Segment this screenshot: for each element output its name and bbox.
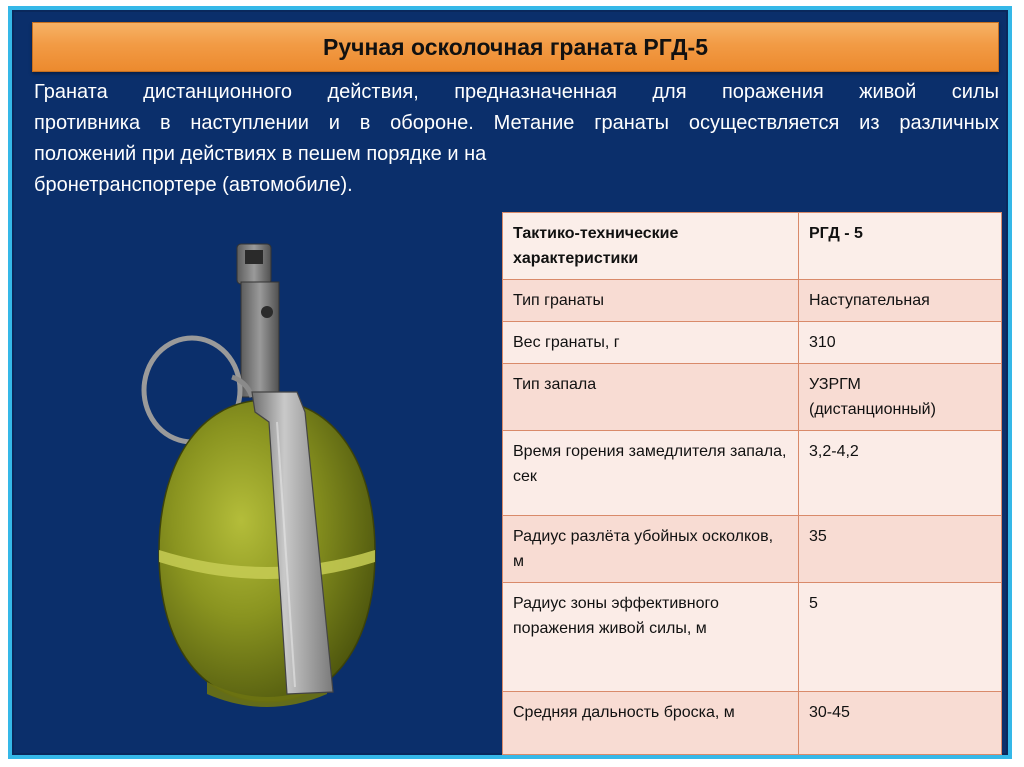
table-cell: 310 xyxy=(799,322,1002,364)
table-cell: 5 xyxy=(799,583,1002,692)
grenade-body xyxy=(159,400,375,702)
table-row xyxy=(503,431,1002,516)
table-cell: Время горения замедлителя запала, сек xyxy=(503,431,799,516)
header-cell: Тактико-технические характеристики xyxy=(503,213,799,280)
intro-paragraph xyxy=(34,77,999,201)
table-row xyxy=(503,516,1002,583)
table-row xyxy=(503,322,1002,364)
table-row xyxy=(503,583,1002,692)
table-cell: 3,2-4,2 xyxy=(799,431,1002,516)
table-cell: Средняя дальность броска, м xyxy=(503,692,799,755)
table-cell: Наступательная xyxy=(799,280,1002,322)
table-cell: 30-45 xyxy=(799,692,1002,755)
table-row xyxy=(503,280,1002,322)
intro-line: положений при действиях в пешем порядке и на xyxy=(34,143,487,165)
table-cell: Тип запала xyxy=(503,364,799,431)
table-cell: Вес гранаты, г xyxy=(503,322,799,364)
table-header-row xyxy=(503,213,1002,280)
intro-line: противника в наступлении и в обороне. Метание гранаты осуществляется из различных xyxy=(34,112,999,134)
table-cell: 35 xyxy=(799,516,1002,583)
title-bar xyxy=(32,22,999,72)
intro-line: бронетранспортере (автомобиле). xyxy=(34,174,353,196)
intro-line: Граната дистанционного действия, предназначенная для поражения живой силы xyxy=(34,81,999,103)
table-cell: Радиус зоны эффективного поражения живой силы, м xyxy=(503,583,799,692)
table-cell: УЗРГМ (дистанционный) xyxy=(799,364,1002,431)
table-row xyxy=(503,692,1002,755)
slide-frame xyxy=(8,6,1012,759)
header-cell: РГД - 5 xyxy=(799,213,1002,280)
table-cell: Тип гранаты xyxy=(503,280,799,322)
fuse-body xyxy=(241,282,279,397)
table-cell: Радиус разлёта убойных осколков, м xyxy=(503,516,799,583)
specs-table xyxy=(502,212,1002,755)
table-row xyxy=(503,364,1002,431)
slide-title: Ручная осколочная граната РГД-5 xyxy=(322,33,709,60)
grenade-illustration xyxy=(137,232,397,732)
